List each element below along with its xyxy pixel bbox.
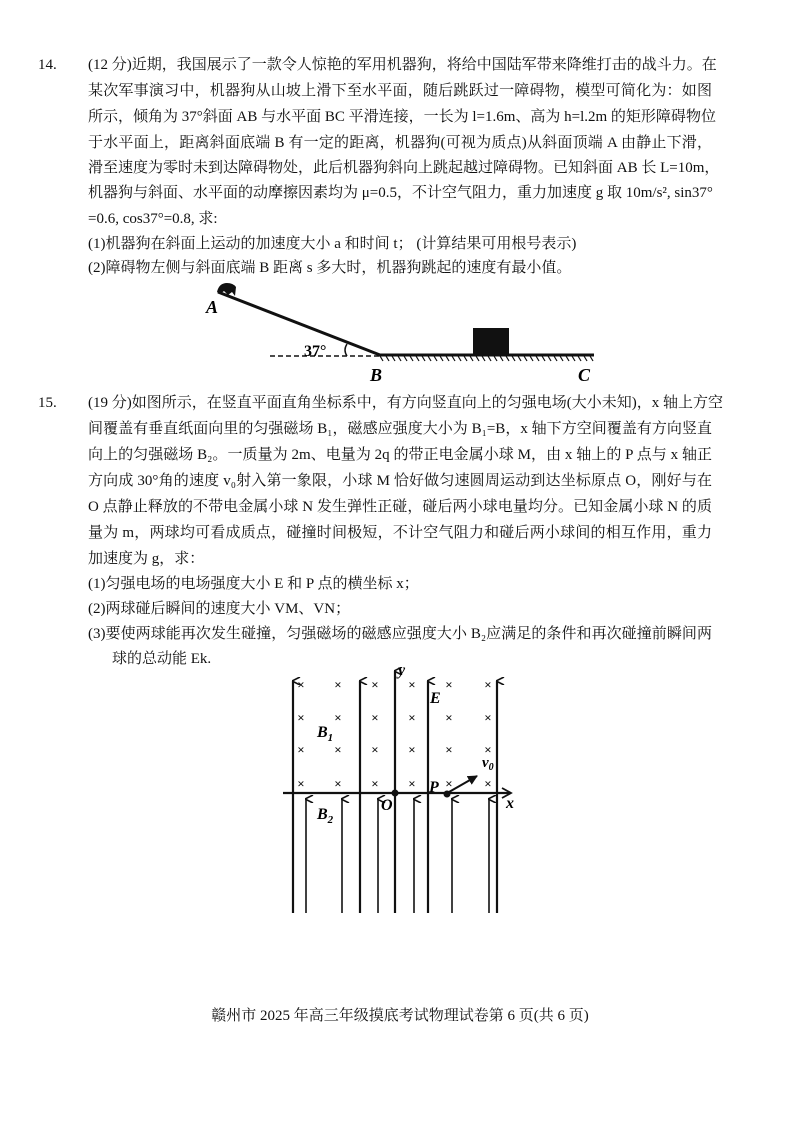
angle-label: 37° xyxy=(304,343,327,360)
q15-line: 向上的匀强磁场 B₂。一质量为 2m、电量为 2q 的带正电金属小球 M，由 x 轴上的 P 点与 x 轴正 xyxy=(88,447,712,463)
svg-text:×: × xyxy=(334,776,342,791)
svg-text:×: × xyxy=(445,776,453,791)
q15-subquestion-3-cont: 球的总动能 Ek. xyxy=(112,651,212,667)
velocity-v0-arrow xyxy=(449,776,477,792)
q14-line: =0.6, cos37°=0.8, 求: xyxy=(88,211,218,227)
svg-text:×: × xyxy=(445,677,453,692)
svg-text:×: × xyxy=(408,710,416,725)
svg-text:×: × xyxy=(297,710,305,725)
magnetic-field-b2-lines xyxy=(306,799,489,913)
svg-text:×: × xyxy=(484,710,492,725)
label-o: O xyxy=(381,797,393,814)
svg-text:×: × xyxy=(371,710,379,725)
q14-line: 机器狗与斜面、水平面的动摩擦因素均为 μ=0.5，不计空气阻力，重力加速度 g 取 10m/s², sin37° xyxy=(88,185,713,201)
svg-text:×: × xyxy=(297,776,305,791)
page-footer: 赣州市 2025 年高三年级摸底考试物理试卷第 6 页(共 6 页) xyxy=(211,1008,589,1024)
label-c: C xyxy=(578,365,591,385)
svg-text:×: × xyxy=(297,677,305,692)
svg-text:×: × xyxy=(484,742,492,757)
q14-line: (12 分)近期，我国展示了一款令人惊艳的军用机器狗，将给中国陆军带来降维打击的战斗力。在 xyxy=(88,57,717,73)
svg-text:×: × xyxy=(297,742,305,757)
svg-text:×: × xyxy=(408,742,416,757)
q15-number: 15. xyxy=(38,395,57,411)
q15-line: O 点静止释放的不带电金属小球 N 发生弹性正碰，碰后两小球电量均分。已知金属小球 N 的质 xyxy=(88,499,712,515)
q15-line: 量为 m，两球均可看成质点，碰撞时间极短，不计空气阻力和碰后两小球间的相互作用，重力 xyxy=(88,525,712,541)
svg-text:×: × xyxy=(334,742,342,757)
label-b: B xyxy=(370,365,383,385)
label-b2: $B_2$ xyxy=(317,806,334,826)
svg-text:×: × xyxy=(408,677,416,692)
origin-point xyxy=(392,790,399,797)
q15-line: 加速度为 g，求： xyxy=(88,551,205,567)
q14-line: 于水平面上，距离斜面底端 B 有一定的距离，机器狗(可视为质点)从斜面顶端 A 由静止下滑， xyxy=(88,135,712,151)
q15-subquestion-1: (1)匀强电场的电场强度大小 E 和 P 点的横坐标 x； xyxy=(88,576,419,592)
q14-line: 某次军事演习中，机器狗从山坡上滑下至水平面，随后跳跃过一障碍物，模型可简化为：如图 xyxy=(88,83,712,99)
q14-line: 滑至速度为零时未到达障碍物处，此后机器狗斜向上跳起越过障碍物。已知斜面 AB 长 L=10m， xyxy=(88,160,720,176)
q15-line: 间覆盖有垂直纸面向里的匀强磁场 B₁，磁感应强度大小为 B₁=B，x 轴下方空间覆盖有方向竖直 xyxy=(88,421,712,437)
svg-text:×: × xyxy=(334,710,342,725)
label-v0: $v_0$ xyxy=(482,755,494,773)
label-x: x xyxy=(506,795,514,812)
q15-subquestion-2: (2)两球碰后瞬间的速度大小 VM、VN； xyxy=(88,601,351,617)
svg-text:×: × xyxy=(371,677,379,692)
q14-number: 14. xyxy=(38,57,57,73)
svg-text:×: × xyxy=(408,776,416,791)
svg-text:×: × xyxy=(445,710,453,725)
q15-line: (19 分)如图所示，在竖直平面直角坐标系中，有方向竖直向上的匀强电场(大小未知)，x 轴上方空 xyxy=(88,395,723,411)
svg-text:×: × xyxy=(334,677,342,692)
q14-line: 所示，倾角为 37°斜面 AB 与水平面 BC 平滑连接，一长为 l=1.6m、高为 h=l.2m 的矩形障碍物位 xyxy=(88,109,716,125)
q14-subquestion-2: (2)障碍物左侧与斜面底端 B 距离 s 多大时，机器狗跳起的速度有最小值。 xyxy=(88,260,572,276)
q14-subquestion-1: (1)机器狗在斜面上运动的加速度大小 a 和时间 t； (计算结果可用根号表示) xyxy=(88,236,577,252)
svg-text:×: × xyxy=(484,776,492,791)
label-p: P xyxy=(429,779,439,796)
svg-text:×: × xyxy=(445,742,453,757)
svg-text:×: × xyxy=(484,677,492,692)
svg-text:×: × xyxy=(371,776,379,791)
label-e: E xyxy=(430,690,441,707)
label-a: A xyxy=(206,297,219,317)
label-b1: $B_1$ xyxy=(317,724,334,744)
svg-text:×: × xyxy=(371,742,379,757)
q15-line: 方向成 30°角的速度 v₀射入第一象限，小球 M 恰好做匀速圆周运动到达坐标原点 O，刚好与在 xyxy=(88,473,712,489)
q15-subquestion-3: (3)要使两球能再次发生碰撞，匀强磁场的磁感应强度大小 B₂应满足的条件和再次碰撞前瞬间两 xyxy=(88,626,712,642)
label-y: y xyxy=(398,662,406,679)
